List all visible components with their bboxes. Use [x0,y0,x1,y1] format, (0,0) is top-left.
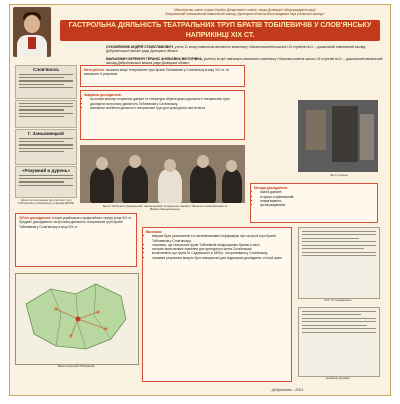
goal-box [80,65,245,87]
list-item: • аналіз джерел; [260,190,374,194]
tasks-label: Завдання дослідження: [84,93,122,97]
list-item: • вперше було узагальнено та систематизовано інформацію про гастролі труп братів Тобілевичів у Слов'янську; [152,234,288,243]
object-box [15,213,137,267]
clippings-caption: Афіші та оголошення про гастролі труп Тобілевичів у Слов'янську (з фондів ДОКМ) [17,198,75,206]
doc2-caption: Архівний документ [325,376,351,380]
list-item: • встановлено, що трупа М. Садовського в 1899 р. гастролювала у Слов'янську; [152,251,288,255]
author-portrait [13,7,51,57]
list-item: • фотографування. [260,203,374,207]
group-photo [80,145,245,203]
conclusions-label: Висновки: [146,230,163,234]
methods-box [250,183,378,223]
student-info [106,45,386,54]
list-item: • отримані результати можуть бути використані для подальших досліджень з історії краю. [152,256,288,260]
header-line-1: Міністерство освіти і науки України Департамент освіти і науки Донецької облдержадміністрації [174,8,316,12]
portrait-embroidery [28,37,36,49]
goal-label: Мета роботи: [84,68,105,72]
archive-document [298,307,380,377]
group-photo-caption: Брати Тобілевичі (Садовський, Саксаганський та Карпенко-Карий) з Панасом Саксаганським та Марією Заньковецькою [102,204,228,212]
archive-document [298,227,380,299]
poster [9,4,391,396]
list-item: • визначити значення діяльності театральних труп для культурного життя міста. [90,106,241,110]
student-text: учень 11 класу навчально-виховного комплексу «Загальноосвітня школа І-ІІІ ступенів №1» – дошкільний навчальний заклад Добропільської міської ради Донецької області [106,45,366,54]
tasks-box [80,90,245,140]
footer-city-year: Добропілля – 2021 [272,388,304,392]
methods-label: Методи дослідження: [254,186,289,190]
newspaper-clipping [15,166,77,198]
list-item: • історико-порівняльний; [260,195,374,199]
doc1-caption: Лист М. Садовського [324,298,352,302]
advisor-text: учитель історії навчально-виховного комплексу «Загальноосвітня школа І-ІІІ ступенів №1» – дошкільний навчальний заклад Добропільської міської ради Донецької області [106,56,383,66]
newspaper-clipping [15,129,77,165]
tasks-list [84,97,241,110]
goal-text: показати місце театральних труп братів Тобілевичів у Слов'янську в кінці XIX ст. та визначити їх результат. [84,68,229,77]
list-item: • інтерв'ювання; [260,199,374,203]
tour-map [15,273,139,365]
header-line-2: Комунальний позашкільний навчальний заклад «Донецька обласна Мала академія наук учнівської молоді» [165,12,325,16]
clipping-heading: Слов'янскъ [32,67,59,72]
map-caption: Мапа гастролей Тобілевичів [57,364,95,368]
museum-photo-caption: Фото з музею [330,173,348,177]
newspaper-clipping [15,65,77,99]
list-item: • гастролі мали велике значення для культурного життя Слов'янська; [152,247,288,251]
newspaper-clipping [15,100,77,128]
list-item: • з'ясовано, що театральні трупи Тобілевичів неодноразово бували у місті; [152,243,288,247]
advisor-name: МАЛЬКОВИЧ КЕРЕННІЧ ТЕРАНІС АНІЛЬЄВНА ВІКТОРІВНА, [106,56,203,61]
list-item: • на основі аналізу історичних джерел та літератури зібрати факти діяльності театральних труп; [90,97,241,101]
object-label: Об'єкт дослідження: [19,216,52,220]
list-item: • дослідити гастрольну діяльність Тобілевичів у Слов'янську; [90,102,241,106]
map-graphic [16,274,136,362]
clipping-heading: Г. Заньковецкой [28,131,64,136]
student-name: СУХОМЛИНОВ АНДРІЙ СТАНІСЛАВОВИЧ, [106,45,174,49]
clipping-heading: «Розумний и дурень» [21,168,71,173]
object-text: історія українського професійного театру кінця XIX ст. Предмет дослідження: гастрольна діяльність театральних труп братів Тобілевичів у Слов'янську в кінці XIX ст. [19,216,132,229]
methods-list [254,190,374,207]
conclusions-list [146,234,288,260]
portrait-head [24,15,40,33]
header-lines [110,8,380,16]
conclusions-box [142,227,292,382]
museum-photo [298,100,378,172]
poster-title: ГАСТРОЛЬНА ДІЯЛЬНІСТЬ ТЕАТРАЛЬНИХ ТРУП БРАТІВ ТОБІЛЕВИЧІВ У СЛОВ'ЯНСЬКУ НАПРИКІНЦІ XIX СТ. [60,20,380,41]
